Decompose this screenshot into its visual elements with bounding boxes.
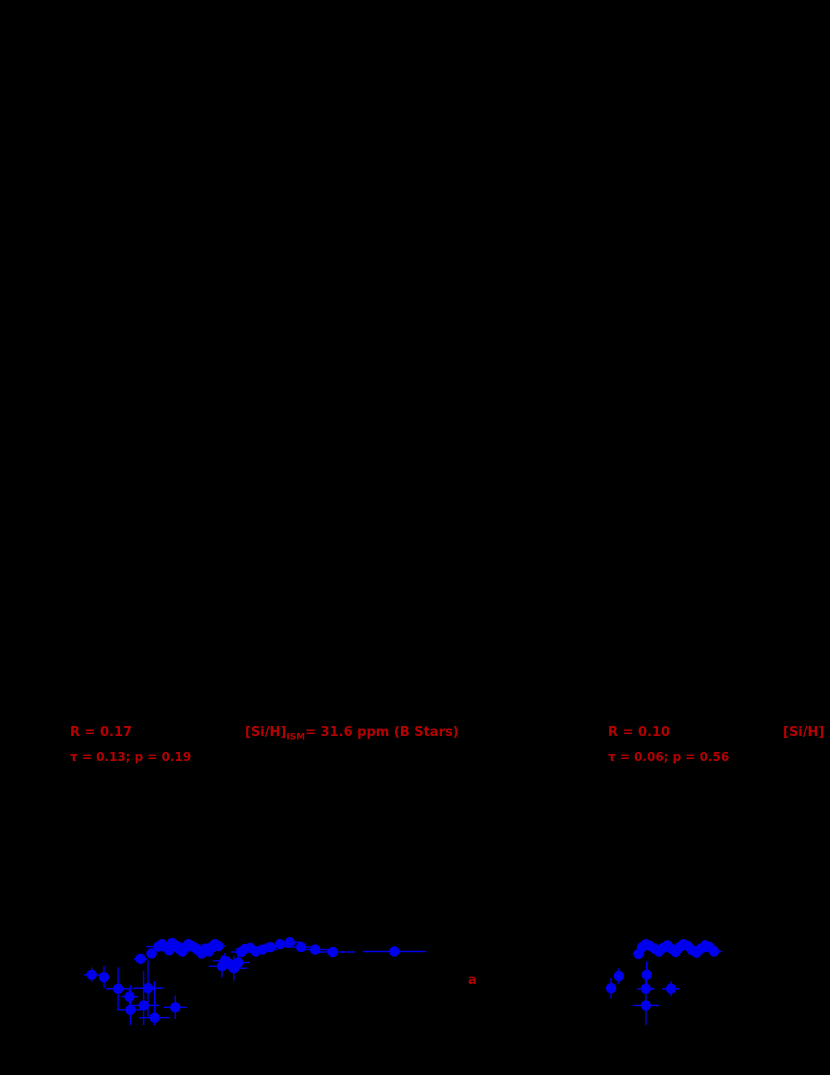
panel-a-title-main: [Si/H] xyxy=(245,725,287,740)
panel-b xyxy=(540,700,830,1030)
panel-a-correlation-r: R = 0.17 xyxy=(70,725,133,740)
panel-b-title xyxy=(783,725,824,743)
panel-b-scatter-svg xyxy=(598,780,830,1025)
panel-a-title xyxy=(245,725,459,743)
panel-a xyxy=(0,700,500,1030)
panel-a-title-subscript: ISM xyxy=(286,732,306,743)
panel-a-title-rest: = 31.6 ppm (B Stars) xyxy=(305,725,459,740)
panel-b-plot-area xyxy=(598,780,830,1025)
panel-b-kendall-tau: τ = 0.06; p = 0.56 xyxy=(608,750,730,764)
panel-a-scatter-svg xyxy=(60,780,500,1025)
panel-b-title-main: [Si/H] xyxy=(783,725,825,740)
panel-a-letter: a xyxy=(468,973,477,988)
panel-a-plot-area xyxy=(60,780,500,1025)
panel-b-correlation-r: R = 0.10 xyxy=(608,725,671,740)
panel-a-kendall-tau: τ = 0.13; p = 0.19 xyxy=(70,750,192,764)
